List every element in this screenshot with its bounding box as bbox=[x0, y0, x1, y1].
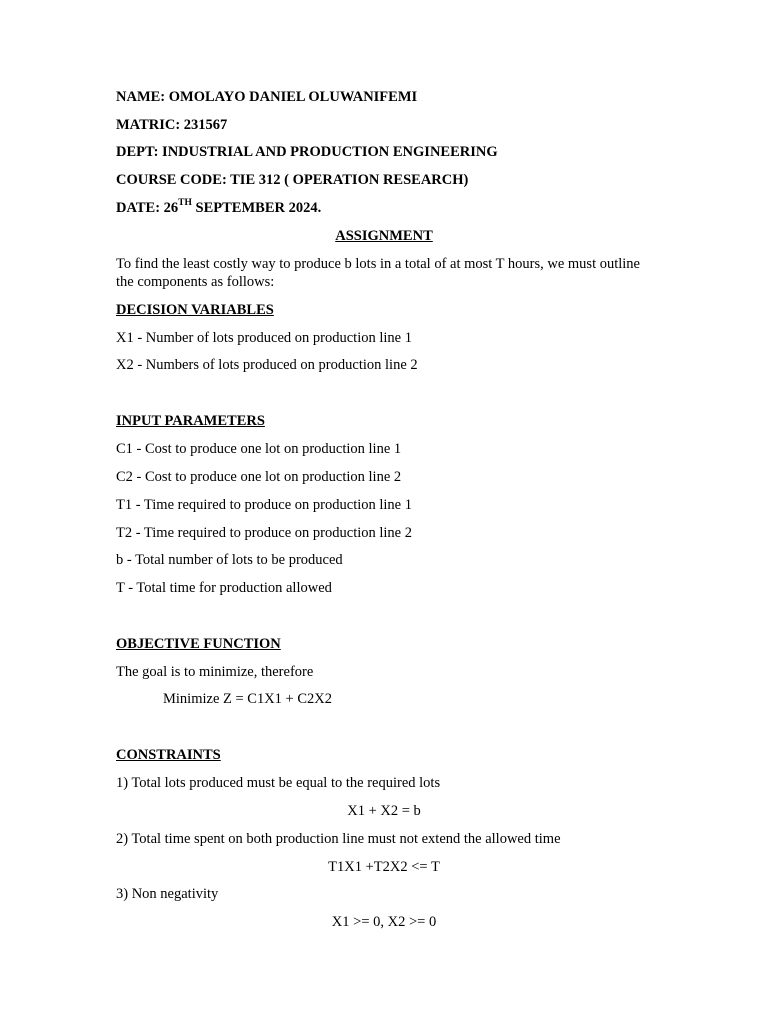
input-parameter-c2: C2 - Cost to produce one lot on production line 2 bbox=[116, 469, 402, 485]
objective-function-formula: Minimize Z = C1X1 + C2X2 bbox=[163, 691, 333, 707]
input-parameter-c1: C1 - Cost to produce one lot on production line 1 bbox=[116, 441, 402, 457]
input-parameter-t: T - Total time for production allowed bbox=[116, 580, 332, 596]
constraint-2-text: 2) Total time spent on both production line must not extend the allowed time bbox=[116, 831, 561, 847]
constraint-1-text: 1) Total lots produced must be equal to the required lots bbox=[116, 775, 441, 791]
objective-function-text: The goal is to minimize, therefore bbox=[116, 664, 314, 680]
date-rest: SEPTEMBER 2024. bbox=[191, 200, 322, 216]
date-ordinal-suffix: TH bbox=[178, 198, 192, 209]
department: DEPT: INDUSTRIAL AND PRODUCTION ENGINEERING bbox=[116, 144, 498, 160]
decision-variable-x2: X2 - Numbers of lots produced on production line 2 bbox=[116, 357, 418, 373]
matric-number: MATRIC: 231567 bbox=[116, 117, 228, 133]
input-parameter-t2: T2 - Time required to produce on production line 2 bbox=[116, 525, 412, 541]
constraint-2-formula: T1X1 +T2X2 <= T bbox=[328, 859, 440, 875]
constraint-3-text: 3) Non negativity bbox=[116, 886, 219, 902]
date-prefix: DATE: 26 bbox=[116, 200, 179, 216]
course-code: COURSE CODE: TIE 312 ( OPERATION RESEARCH) bbox=[116, 172, 469, 188]
date-line bbox=[116, 199, 321, 217]
student-name: NAME: OMOLAYO DANIEL OLUWANIFEMI bbox=[116, 89, 418, 105]
constraint-1-formula: X1 + X2 = b bbox=[347, 803, 421, 819]
constraints-heading: CONSTRAINTS bbox=[116, 747, 221, 763]
input-parameter-t1: T1 - Time required to produce on production line 1 bbox=[116, 497, 412, 513]
assignment-title: ASSIGNMENT bbox=[335, 228, 433, 244]
input-parameter-b: b - Total number of lots to be produced bbox=[116, 552, 343, 568]
intro-paragraph: To find the least costly way to produce b lots in a total of at most T hours, we must outline the components as follows: bbox=[116, 256, 640, 290]
objective-function-heading: OBJECTIVE FUNCTION bbox=[116, 636, 281, 652]
constraint-3-formula: X1 >= 0, X2 >= 0 bbox=[331, 914, 437, 930]
decision-variables-heading: DECISION VARIABLES bbox=[116, 302, 274, 318]
input-parameters-heading: INPUT PARAMETERS bbox=[116, 413, 265, 429]
decision-variable-x1: X1 - Number of lots produced on production line 1 bbox=[116, 330, 412, 346]
